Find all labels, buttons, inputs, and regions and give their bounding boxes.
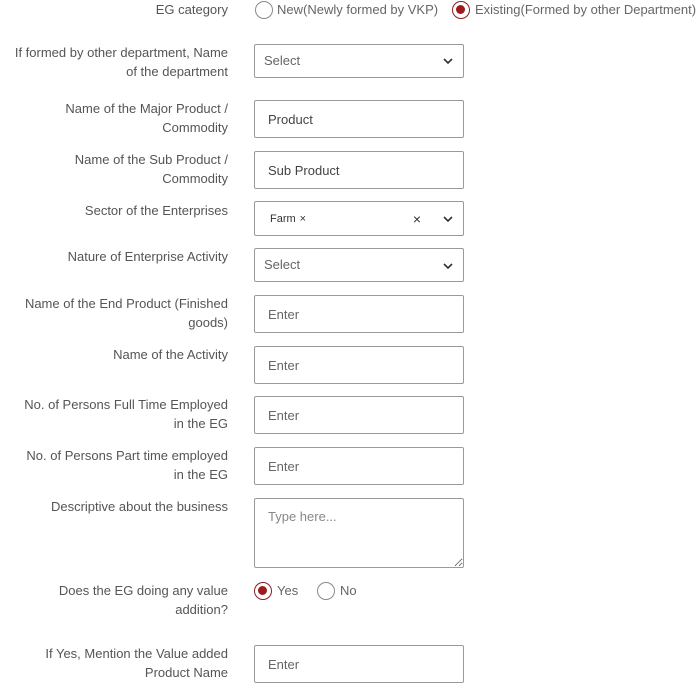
eg-category-new-label[interactable]: New(Newly formed by VKP) (277, 2, 439, 17)
chevron-down-icon (442, 260, 454, 272)
sector-tag-label: Farm (270, 213, 296, 225)
value-added-product-label (0, 644, 228, 682)
formed-by-department-label (0, 43, 228, 81)
part-time-input[interactable] (254, 447, 464, 485)
part-time-label-line1: No. of Persons Part time employed (26, 448, 228, 463)
full-time-label (0, 395, 228, 433)
value-addition-no-label[interactable]: No (340, 583, 357, 598)
department-select-value: Select (264, 53, 301, 68)
full-time-label-line1: No. of Persons Full Time Employed (24, 397, 228, 412)
sector-multiselect[interactable] (254, 201, 464, 236)
end-product-input[interactable] (254, 295, 464, 333)
sub-product-input[interactable] (254, 151, 464, 189)
end-product-label-line1: Name of the End Product (Finished (24, 296, 228, 311)
major-product-label-line1: Name of the Major Product / (65, 101, 228, 116)
value-added-product-label-line1: If Yes, Mention the Value added (45, 646, 228, 661)
value-addition-label-line2: addition? (175, 602, 228, 617)
part-time-label (0, 446, 228, 484)
sub-product-label-line2: Commodity (162, 171, 228, 186)
part-time-label-line2: in the EG (173, 467, 228, 482)
eg-category-label: EG category (155, 2, 228, 17)
department-select[interactable] (254, 44, 464, 78)
chevron-down-icon (442, 55, 454, 67)
nature-activity-label: Nature of Enterprise Activity (67, 249, 228, 264)
nature-activity-select-value: Select (264, 257, 301, 272)
eg-category-existing-label[interactable]: Existing(Formed by other Department) (475, 2, 697, 17)
value-addition-label-line1: Does the EG doing any value (58, 583, 228, 598)
major-product-label-line2: Commodity (162, 120, 228, 135)
value-addition-yes-label[interactable]: Yes (277, 583, 299, 598)
full-time-input[interactable] (254, 396, 464, 434)
sector-label: Sector of the Enterprises (84, 203, 228, 218)
business-desc-label: Descriptive about the business (50, 499, 228, 514)
value-added-product-input[interactable] (254, 645, 464, 683)
activity-name-input[interactable] (254, 346, 464, 384)
sub-product-label-line1: Name of the Sub Product / (74, 152, 228, 167)
activity-name-label: Name of the Activity (113, 347, 228, 362)
chevron-down-icon (442, 213, 454, 225)
sector-tag-farm (270, 211, 306, 227)
tag-remove-icon[interactable]: × (299, 213, 307, 225)
formed-by-department-label-line1: If formed by other department, Name (14, 45, 228, 60)
value-addition-no-radio[interactable] (317, 582, 335, 600)
business-desc-textarea[interactable] (254, 498, 464, 568)
clear-icon[interactable]: × (412, 211, 421, 227)
sub-product-label (0, 150, 228, 188)
major-product-label (0, 99, 228, 137)
end-product-label (0, 294, 228, 332)
formed-by-department-label-line2: of the department (126, 64, 228, 79)
value-addition-yes-radio[interactable] (254, 582, 272, 600)
end-product-label-line2: goods) (188, 315, 228, 330)
nature-activity-select[interactable] (254, 248, 464, 282)
major-product-input[interactable] (254, 100, 464, 138)
full-time-label-line2: in the EG (173, 416, 228, 431)
eg-category-new-radio[interactable] (255, 1, 273, 19)
eg-category-existing-radio[interactable] (452, 1, 470, 19)
value-added-product-label-line2: Product Name (144, 665, 228, 680)
value-addition-label (0, 581, 228, 619)
